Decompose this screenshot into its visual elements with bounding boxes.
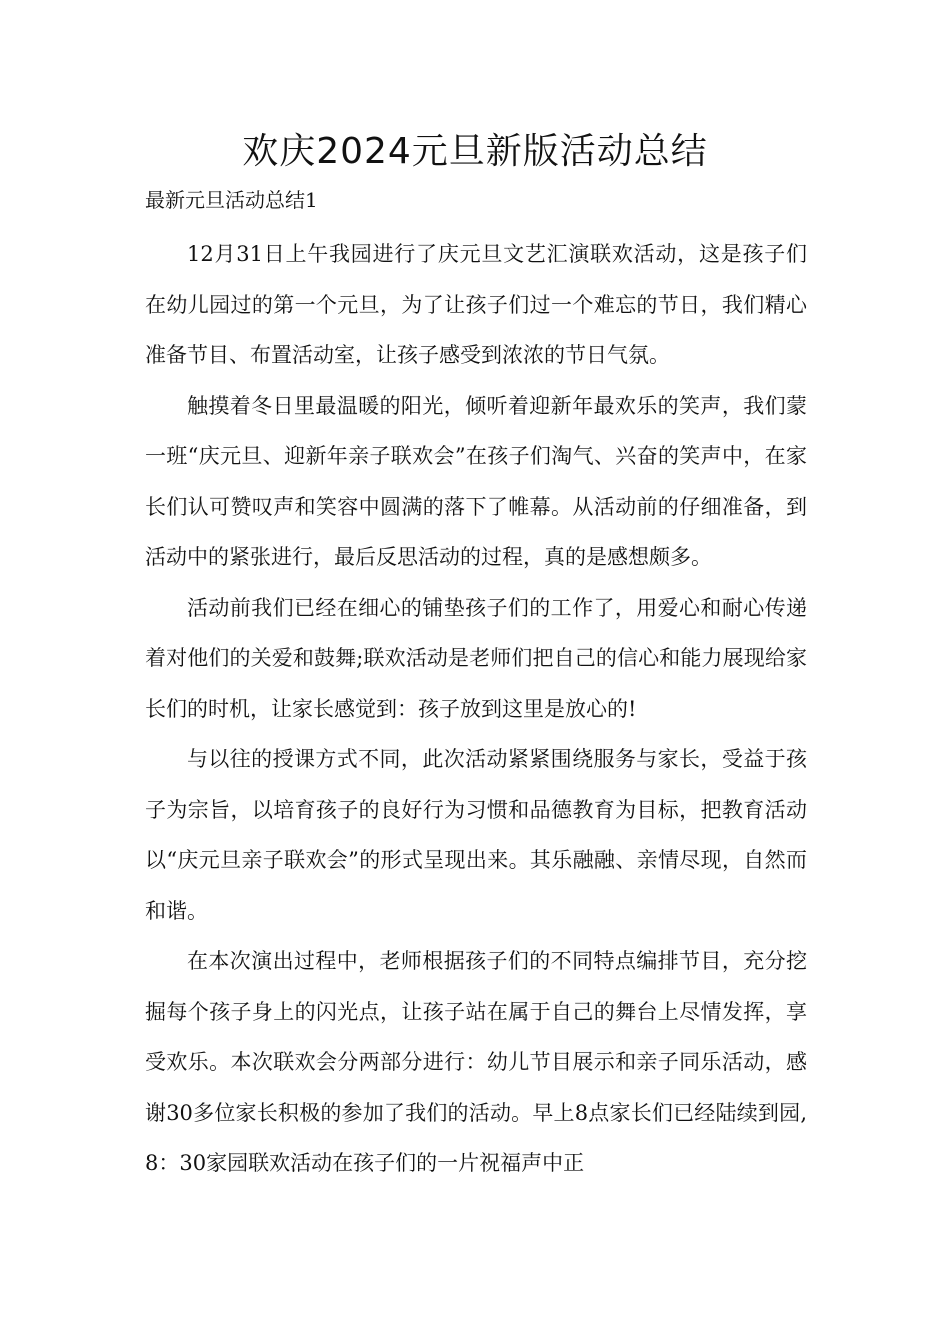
document-title: 欢庆2024元旦新版活动总结 xyxy=(242,131,708,172)
document-body xyxy=(145,229,807,1189)
section-heading: 最新元旦活动总结1 xyxy=(145,188,318,212)
paragraph: 与以往的授课方式不同，此次活动紧紧围绕服务与家长，受益于孩子为宗旨，以培育孩子的良好行为习惯和品德教育为目标，把教育活动以“庆元旦亲子联欢会”的形式呈现出来。其乐融融、亲情尽现，自然而和谐。 xyxy=(145,747,807,923)
paragraph: 触摸着冬日里最温暖的阳光，倾听着迎新年最欢乐的笑声，我们蒙一班“庆元旦、迎新年亲子联欢会”在孩子们淘气、兴奋的笑声中，在家长们认可赞叹声和笑容中圆满的落下了帷幕。从活动前的仔细准备，到活动中的紧张进行，最后反思活动的过程，真的是感想颇多。 xyxy=(145,393,807,569)
paragraph: 12月31日上午我园进行了庆元旦文艺汇演联欢活动，这是孩子们在幼儿园过的第一个元旦，为了让孩子们过一个难忘的节日，我们精心准备节目、布置活动室，让孩子感受到浓浓的节日气氛。 xyxy=(145,242,807,367)
paragraph: 活动前我们已经在细心的铺垫孩子们的工作了，用爱心和耐心传递着对他们的关爱和鼓舞;联欢活动是老师们把自己的信心和能力展现给家长们的时机，让家长感觉到：孩子放到这里是放心的! xyxy=(145,595,807,721)
paragraph: 在本次演出过程中，老师根据孩子们的不同特点编排节目，充分挖掘每个孩子身上的闪光点，让孩子站在属于自己的舞台上尽情发挥，享受欢乐。本次联欢会分两部分进行：幼儿节目展示和亲子同乐活动，感谢30多位家长积极的参加了我们的活动。早上8点家长们已经陆续到园,8：30家园联欢活动在孩子们的一片祝福声中正 xyxy=(145,949,807,1175)
